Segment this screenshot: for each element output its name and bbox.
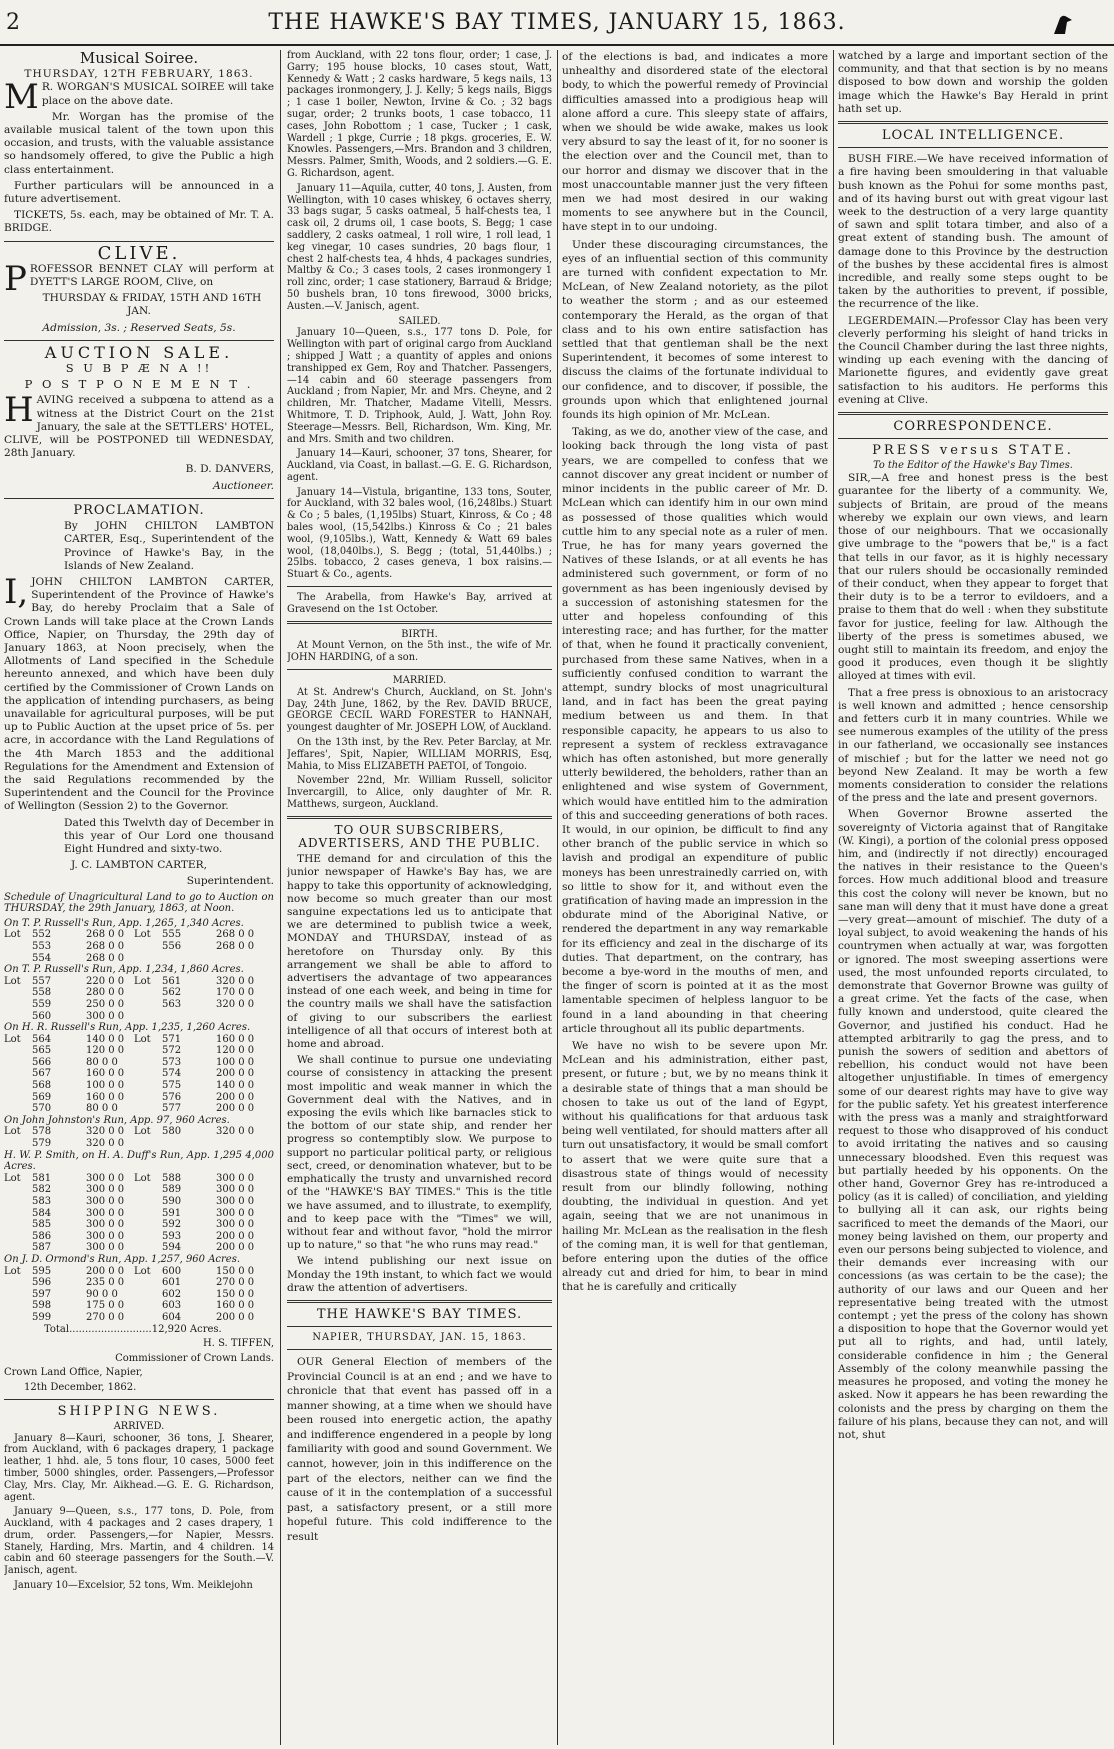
schedule-cell	[4, 1289, 32, 1301]
schedule-row	[4, 1208, 274, 1220]
soiree-heading: Musical Soiree.	[79, 50, 199, 67]
subpoena-heading: S U B P Æ N A !!	[65, 361, 213, 376]
schedule-cell	[4, 1068, 32, 1080]
schedule-row	[4, 1138, 274, 1150]
schedule-cell: 100 0 0	[216, 1056, 255, 1068]
proclamation-by: By JOHN CHILTON LAMBTON CARTER, Esq., Superintendent of the Province of Hawke's Bay, in the Islands of New Zealand.	[64, 520, 274, 572]
schedule-row	[4, 1103, 274, 1115]
marriage-notice: On the 13th inst, by the Rev. Peter Barclay, at Mr. Jeffares', Spit, Napier, WILLIAM MORRIS, Esq, Mahia, to Miss ELIZABETH PAETOI, of Tongoio.	[287, 737, 552, 772]
married-heading: MARRIED.	[392, 675, 447, 687]
schedule-cell: 140 0 0	[86, 1033, 125, 1045]
schedule-cell: 200 0 0	[216, 1068, 255, 1080]
schedule-cell: 592	[162, 1219, 182, 1231]
schedule-cell: 603	[162, 1300, 182, 1312]
schedule-cell: 170 0 0	[216, 987, 255, 999]
schedule-cell: 565	[32, 1045, 52, 1057]
schedule-cell: 268 0 0	[216, 929, 255, 941]
schedule-cell	[134, 1277, 162, 1289]
schedule-cell: 569	[32, 1091, 52, 1103]
schedule-cell: Lot	[4, 975, 21, 987]
schedule-cell: 270 0 0	[216, 1277, 255, 1289]
schedule-cell: 578	[32, 1126, 52, 1138]
drop-cap-m: M	[4, 77, 39, 118]
schedule-row	[4, 1126, 274, 1138]
schedule-cell: 300 0 0	[216, 1184, 255, 1196]
schedule-cell	[134, 1103, 162, 1115]
schedule-cell	[4, 1045, 32, 1057]
editorial-text: watched by a large and important section of the community, and that that section is by no means disposed to bow down and worship the golden image which the Hawke's Bay Herald in print hath set up.	[838, 50, 1108, 115]
schedule-cell: Lot	[134, 1126, 151, 1138]
schedule-row	[4, 1231, 274, 1243]
schedule-cell	[4, 1011, 32, 1023]
schedule-cell	[4, 1231, 32, 1243]
schedule-cell: 200 0 0	[216, 1103, 255, 1115]
schedule-cell: 582	[32, 1184, 52, 1196]
schedule-cell: 100 0 0	[86, 1080, 125, 1092]
schedule-cell: 320 0 0	[86, 1138, 125, 1150]
schedule-row	[4, 1277, 274, 1289]
schedule-cell: 559	[32, 998, 52, 1010]
schedule-cell: 320 0 0	[86, 1126, 125, 1138]
column-rule	[280, 50, 281, 1745]
editorial-text: We have no wish to be severe upon Mr. McLean and his administration, either past, present, or future ; but, we by no means think it a desirable state of things that a man should be chosen to take us out of the land of Egypt, without his qualifications for that arduous task being well ventilated, for should matters after all turn out unsatisfactory, it would be small comfort to assert that we were quite sure that a disastrous state of things would of necessity result from our blindly following, nothing doubting, the individual in question. And yet again, seeing that we are not unanimous in hailing Mr. McLean as the realisation in the flesh of the coming man, it is well for that gentleman, before entering upon the duties of the office already cut and dried for him, to bear in mind that he is carefully and critically	[562, 1040, 828, 1294]
schedule-cell: 579	[32, 1138, 52, 1150]
schedule-cell: Lot	[134, 1172, 151, 1184]
schedule-cell: 320 0 0	[216, 1126, 255, 1138]
schedule-cell: 558	[32, 987, 52, 999]
schedule-row	[4, 999, 274, 1011]
schedule-cell	[134, 1138, 162, 1150]
schedule-cell: 200 0 0	[216, 1230, 255, 1242]
schedule-cell	[4, 941, 32, 953]
schedule-cell	[134, 1219, 162, 1231]
subscribers-heading: TO OUR SUBSCRIBERS, ADVERTISERS, AND THE PUBLIC.	[298, 822, 541, 851]
editorial-text: of the elections is bad, and indicates a more unhealthy and disordered state of the electoral body, to which the powerful remedy of Provincial difficulties amassed into a prodigious heap will alone afford a cure. This sleepy state of affairs, when we should be wide awake, makes us look very absurd to say the least of it, for no sooner is the election over and the Council met, than to our horror and dismay we discover that in the most unaccountable manner just the very fifteen men we had most desired in our waking moments to see anywhere but in the Council, have stept in to our undoing.	[562, 51, 828, 234]
schedule-cell: 160 0 0	[86, 1068, 125, 1080]
birth-notice: At Mount Vernon, on the 5th inst., the wife of Mr. JOHN HARDING, of a son.	[287, 640, 552, 664]
schedule-cell: 80 0 0	[86, 1056, 118, 1068]
schedule-row	[4, 1184, 274, 1196]
shipping-entry: January 8—Kauri, schooner, 36 tons, J. Shearer, from Auckland, with 6 packages drapery, 1 package leather, 1 hhd. ale, 5 tons flour, 10 cases, 5000 feet timber, 5000 shingles, order. Passengers,—Professor Clay, Mrs. Clay, Mr. Aikhead.—G. E. G. Richardson, agent.	[4, 1432, 274, 1503]
schedule-cell	[134, 1092, 162, 1104]
schedule-row	[4, 1242, 274, 1254]
schedule-row	[4, 1068, 274, 1080]
subscribers-text: THE demand for and circulation of this the junior newspaper of Hawke's Bay has, we are happy to take this opportunity of acknowledging, now become so much greater than our most sanguine expectations led us to anticipate that we are determined to publish twice a week, MONDAY and THURSDAY, instead of as heretofore on Thursday only. By this arrangement we shall be able to afford to advertisers the advantage of two appearances instead of one each week, and being in time for the country mails we shall have the satisfaction of giving to our subscribers the earliest intelligence of all that occurs of interest both at home and abroad.	[287, 853, 552, 1051]
schedule-cell: 320 0 0	[216, 998, 255, 1010]
schedule-cell: 270 0 0	[86, 1311, 125, 1323]
schedule-cell: 567	[32, 1068, 52, 1080]
schedule-cell: 566	[32, 1056, 52, 1068]
schedule-cell: 589	[162, 1184, 182, 1196]
land-schedule-table	[4, 918, 274, 1324]
schedule-cell: 574	[162, 1068, 182, 1080]
schedule-row	[4, 1219, 274, 1231]
clive-admission: Admission, 3s. ; Reserved Seats, 5s.	[42, 321, 236, 334]
schedule-cell: 595	[32, 1265, 52, 1277]
schedule-cell: 150 0 0	[216, 1265, 255, 1277]
soiree-date: THURSDAY, 12TH FEBRUARY, 1863.	[24, 68, 254, 81]
editorial-text: Under these discouraging circumstances, the eyes of an influential section of this community are turned with confident expectation to Mr. McLean, of New Zealand notoriety, as the pilot to weather the storm ; and as our esteemed contemporary the Herald, as the organ of that class and to his own entire satisfaction has settled that that gentleman shall be the next Superintendent, it becomes of some interest to discuss the claims of the fortunate individual to our confidence, and to discover, if possible, the grounds upon which that enlightened journal founds its high opinion of Mr. McLean.	[562, 238, 828, 422]
schedule-cell: 588	[162, 1172, 182, 1184]
schedule-cell: 140 0 0	[216, 1080, 255, 1092]
schedule-cell	[134, 1312, 162, 1324]
schedule-cell	[4, 1184, 32, 1196]
editorial-text: OUR General Election of members of the Provincial Council is at an end ; and we have to chronicle that that event has passed off in a manner showing, at a time when we should have been roused into energetic action, the apathy and indifference engendered in a people by long familiarity with good and sound Government. We cannot, however, join in this indifference on the part of the electors, neither can we find the cause of it in the contemplation of a successful past, a satisfactory present, or a still more hopeful future. This cold indifference to the result	[287, 1355, 552, 1544]
schedule-cell: 300 0 0	[216, 1207, 255, 1219]
schedule-cell: 581	[32, 1172, 52, 1184]
auction-signature: B. D. DANVERS,	[185, 463, 274, 476]
schedule-row	[4, 1011, 274, 1023]
schedule-row	[4, 1173, 274, 1185]
editorial-heading: THE HAWKE'S BAY TIMES.	[316, 1306, 523, 1322]
column-rule	[833, 50, 834, 1745]
sailed-heading: SAILED.	[398, 315, 441, 327]
proclamation-role: Superintendent.	[186, 875, 274, 888]
schedule-cell: 591	[162, 1207, 182, 1219]
schedule-cell: 572	[162, 1045, 182, 1057]
shipping-entry: January 14—Kauri, schooner, 37 tons, Shearer, for Auckland, via Coast, in ballast.—G. E. G. Richardson, agent.	[287, 448, 552, 483]
schedule-cell: 320 0 0	[216, 975, 255, 987]
schedule-cell: 594	[162, 1242, 182, 1254]
schedule-row	[4, 1080, 274, 1092]
column-rule	[557, 50, 558, 1745]
schedule-cell	[4, 1219, 32, 1231]
schedule-cell: 220 0 0	[86, 975, 125, 987]
proclamation-heading: PROCLAMATION.	[73, 502, 205, 518]
arrived-heading: ARRIVED.	[113, 1420, 165, 1432]
schedule-row	[4, 1289, 274, 1301]
schedule-cell	[134, 1196, 162, 1208]
schedule-cell: 561	[162, 975, 182, 987]
shipping-entry: January 14—Vistula, brigantine, 133 tons, Souter, for Auckland, with 32 bales wool, (16,248lbs.) Stuart & Co ; 5 bales, (1,195lbs) Stuart, Kinross, & Co ; 48 bales wool, (15,542lbs.) Kinross & Co ; 21 bales wool, (9,105lbs.), Watt, Kennedy & Watt 69 bales wool, (18,040lbs.), S. Begg ; (total, 51,440lbs.) ; 25lbs. tobacco, 2 cases geneva, 1 box raisins.—Stuart & Co., agents.	[287, 486, 552, 581]
schedule-cell: 552	[32, 929, 52, 941]
shipping-heading: SHIPPING NEWS.	[57, 1403, 221, 1419]
schedule-cell: 120 0 0	[86, 1045, 125, 1057]
schedule-cell	[134, 1289, 162, 1301]
shipping-entry: January 10—Queen, s.s., 177 tons D. Pole, for Wellington with part of original cargo from Auckland ; shipped J Watt ; a quantity of apples and onions transhipped ex Gem, Roy and Thatcher. Passengers,—14 cabin and 60 steerage passengers from Auckland ; from Napier, Mr. and Mrs. Cheyne, and 2 children, Mr. Thatcher, Madame Vitelli, Messrs. Whitmore, T. D. Triphook, Auld, J. Watt, John Roy. Steerage—Messrs. Bell, Richardson, Wm. King, Mr. and Mrs. Smith and two children.	[287, 327, 552, 445]
subscribers-text: We shall continue to pursue one undeviating course of consistency in attacking the present most impolitic and weak manner in which the Government deal with the Natives, and in exposing the evils which like barnacles stick to the bottom of our state ship, and render her progress so contemptibly slow. We purpose to support no particular political party, or religious sect, creed, or denomination whatever, but to be emphatically the trusty and unvarnished record of the "HAWKE'S BAY TIMES." This is the title we have assumed, and to illustrate, to exemplify, and to keep pace with the "Times" we will, without fear and without favor, "hold the mirror up to nature," so that "he who runs may read."	[287, 1054, 552, 1252]
schedule-cell: 300 0 0	[86, 1230, 125, 1242]
drop-cap-h: H	[4, 390, 34, 431]
schedule-cell	[134, 1300, 162, 1312]
schedule-cell: 160 0 0	[86, 1091, 125, 1103]
schedule-cell: 300 0 0	[216, 1196, 255, 1208]
schedule-cell: 175 0 0	[86, 1300, 125, 1312]
schedule-cell: 602	[162, 1288, 182, 1300]
schedule-cell	[134, 1068, 162, 1080]
schedule-cell	[4, 1242, 32, 1254]
schedule-cell: 280 0 0	[86, 987, 125, 999]
schedule-total: Total..........................12,920 Acres.	[44, 1323, 222, 1335]
local-news-text: LEGERDEMAIN.—Professor Clay has been very cleverly performing his sleight of hand tricks in the Council Chamber during the last three nights, winding up each evening with the dancing of Marionette figures, and evidently gave great satisfaction to his auditors. He performs this evening at Clive.	[838, 314, 1108, 406]
schedule-row	[4, 1057, 274, 1069]
schedule-cell: 598	[32, 1300, 52, 1312]
bird-emblem-icon	[1050, 14, 1074, 36]
schedule-cell	[134, 1242, 162, 1254]
schedule-cell	[134, 1057, 162, 1069]
birth-heading: BIRTH.	[401, 628, 438, 640]
schedule-group-heading: On John Johnston's Run, App. 97, 960 Acres.	[4, 1114, 230, 1126]
schedule-cell	[162, 953, 216, 965]
schedule-cell	[162, 1138, 216, 1150]
schedule-cell: 150 0 0	[216, 1288, 255, 1300]
schedule-cell: 268 0 0	[86, 940, 125, 952]
schedule-cell: 597	[32, 1288, 52, 1300]
schedule-cell	[134, 1045, 162, 1057]
schedule-cell: 573	[162, 1056, 182, 1068]
letter-text: That a free press is obnoxious to an aristocracy is well known and admitted ; hence censorship and fetters curb it in many countries. While we see numerous examples of the utility of the press in our fatherland, we occasionally see instances of mischief ; but for the latter we need not go beyond New Zealand. It may be worth a few moments consideration to consider the relations of the press and the late and present governors.	[838, 686, 1108, 805]
schedule-row	[4, 1045, 274, 1057]
schedule-cell: 300 0 0	[86, 1010, 125, 1022]
schedule-cell: 160 0 0	[216, 1033, 255, 1045]
schedule-row	[4, 976, 274, 988]
schedule-cell: 300 0 0	[86, 1219, 125, 1231]
shipping-entry: from Auckland, with 22 tons flour, order; 1 case, J. Garry; 195 house blocks, 10 cases stout, Watt, Kennedy & Watt ; 2 casks hardware, 5 kegs nails, 13 packages ironmongery, J. J. Kelly; 5 kegs nails, Biggs ; 1 case 1 boiler, Newton, Irvine & Co. ; 32 bags sugar, order; 2 trunks boots, 1 case tobacco, 11 cases, John Robottom ; 1 case, Tucker ; 1 cask, Wardell ; 1 pkge, Currie ; 18 pkgs. groceries, E. W. Knowles. Passengers,—Mrs. Brandon and 3 children, Messrs. Palmer, Smith, Woods, and 2 soldiers.—G. E. G. Richardson, agent.	[287, 50, 552, 179]
masthead	[0, 0, 1114, 46]
schedule-cell: 200 0 0	[216, 1242, 255, 1254]
schedule-cell	[4, 1196, 32, 1208]
schedule-cell: 577	[162, 1103, 182, 1115]
clive-heading: CLIVE.	[97, 242, 181, 264]
schedule-cell	[162, 1011, 216, 1023]
schedule-cell: 604	[162, 1311, 182, 1323]
schedule-cell: 160 0 0	[216, 1300, 255, 1312]
schedule-cell: 300 0 0	[86, 1196, 125, 1208]
letter-text: When Governor Browne asserted the sovereignty of Victoria against that of Rangitake (W. Kingi), a portion of the colonial press opposed him, and (indirectly if not directly) encouraged the natives in their resistance to the Queen's forces. How much additional blood and treasure this cost the colony will never be known, but no sane man will deny that it must have done a great—very great—amount of mischief. The duty of a loyal subject, to avoid weakening the hands of his countrymen when actually at war, was forgotten or ignored. The most sweeping assertions were used, the most unfounded reports circulated, to demonstrate that Governor Browne was guilty of a great crime. Yet the facts of the case, when fully known and understood, quite cleared the Governor, and justified his conduct. Had he attempted arbitrarily to gag the press, and to punish the sowers of sedition and abettors of rebellion, his conduct would not have been altogether unjustifiable. In times of emergency some of our dearest rights may have to give way for the public safety. Yet his greatest interference with the press was a manly and straightforward request to those who disapproved of his conduct to avoid irritating the natives and so causing unnecessary bloodshed. Even this request was but partially heeded by his opponents. On the other hand, Governor Grey has re-introduced a policy (as it is called) of conciliation, and yielding to bullying all it can ask, our rights being sacrificed to meet the demands of the Maori, our money being lavished on them, our property and even our persons being subjected to violence, and their demands ever increasing with our concessions (as was certain to be the case); the authority of our laws and our Queen and her representative being treated with the utmost contempt ; yet the press of the colony has shown a disposition to hope that the Governor would yet put all to rights, and had, until lately, considerable confidence in him ; the General Assembly of the colony meanwhile passing the measures he proposed, and voting the money he asked. Now it appears he has been rewarding the colonists and the press by charging on them the failure of his plans, because they can not, and will not, shut	[838, 808, 1108, 1441]
soiree-text: TICKETS, 5s. each, may be obtained of Mr. T. A. BRIDGE.	[4, 209, 274, 235]
schedule-cell: 554	[32, 952, 52, 964]
schedule-cell: 580	[162, 1126, 182, 1138]
clive-text: ROFESSOR BENNET CLAY will perform at DYETT'S LARGE ROOM, Clive, on	[29, 262, 274, 289]
schedule-row	[4, 1312, 274, 1324]
schedule-cell: 564	[32, 1033, 52, 1045]
schedule-cell: 560	[32, 1010, 52, 1022]
schedule-cell: Lot	[134, 1265, 151, 1277]
drop-cap-p: P	[4, 258, 27, 299]
schedule-row	[4, 1092, 274, 1104]
editor-salutation: To the Editor of the Hawke's Bay Times.	[873, 460, 1073, 472]
proclamation-dated: Dated this Twelvth day of December in this year of Our Lord one thousand Eight Hundred and sixty-two.	[64, 816, 274, 855]
schedule-cell: 585	[32, 1219, 52, 1231]
schedule-cell: Lot	[4, 1172, 21, 1184]
column-3	[562, 50, 828, 1745]
schedule-cell: 553	[32, 940, 52, 952]
schedule-cell	[134, 1208, 162, 1220]
schedule-row	[4, 987, 274, 999]
schedule-cell: 587	[32, 1242, 52, 1254]
schedule-title: Schedule of Unagricultural Land to go to Auction on THURSDAY, the 29th January, 1863, at Noon.	[4, 891, 274, 915]
letter-text: SIR,—A free and honest press is the best guarantee for the liberty of a community. We, subjects of Britain, are proud of the means whereby we explain our own views, and learn those of our neighbours. That we occasionally give umbrage to the "powers that be," is a fact that tells in our favor, as it is highly necessary that our rulers should be occasionally reminded of their conduct, when they appear to forget that their duty is to be a terror to evildoers, and a praise to them that do well : when they substitute favor for justice, feeling for law. Although the liberty of the press is sometimes abused, we ought still to maintain its freedom, and enjoy the good it produces, even though it be slightly alloyed at times with evil.	[838, 472, 1108, 683]
schedule-cell	[4, 1300, 32, 1312]
auction-heading: AUCTION SALE.	[44, 342, 234, 362]
schedule-cell: 556	[162, 940, 182, 952]
schedule-cell: 583	[32, 1196, 52, 1208]
schedule-group-heading: H. W. P. Smith, on H. A. Duff's Run, App. 1,295 4,000 Acres.	[4, 1149, 274, 1173]
soiree-text: R. WORGAN'S MUSICAL SOIREE will take place on the above date.	[41, 81, 274, 107]
schedule-cell	[4, 1092, 32, 1104]
schedule-cell: 300 0 0	[216, 1219, 255, 1231]
schedule-group-heading: On T. P. Russell's Run, App. 1,234, 1,860 Acres.	[4, 964, 244, 976]
postponement-heading: P O S T P O N E M E N T .	[24, 377, 254, 392]
schedule-cell: 590	[162, 1196, 182, 1208]
schedule-cell	[216, 1138, 272, 1150]
schedule-row	[4, 941, 274, 953]
schedule-cell	[4, 1103, 32, 1115]
schedule-cell: Lot	[4, 1265, 21, 1277]
proclamation-signature: J. C. LAMBTON CARTER,	[70, 859, 208, 872]
schedule-cell	[134, 1080, 162, 1092]
drop-cap-i: I,	[4, 571, 29, 612]
schedule-cell: 575	[162, 1080, 182, 1092]
schedule-cell: 268 0 0	[86, 952, 125, 964]
schedule-signature: H. S. TIFFEN,	[202, 1338, 274, 1350]
subscribers-text: We intend publishing our next issue on Monday the 19th instant, to which fact we would draw the attention of advertisers.	[287, 1255, 552, 1294]
schedule-office: Crown Land Office, Napier,	[4, 1367, 143, 1379]
schedule-cell: 568	[32, 1080, 52, 1092]
schedule-row	[4, 1196, 274, 1208]
auction-text: AVING received a subpœna to attend as a witness at the District Court on the 21st January, the sale at the SETTLERS' HOTEL, CLIVE, will be POSTPONED till WEDNESDAY, 28th January.	[4, 394, 274, 460]
soiree-text: Mr. Worgan has the promise of the available musical talent of the town upon this occasion, and trusts, with the valuable assistance so handsomely offered, to give the Public a high class entertainment.	[4, 110, 274, 176]
schedule-cell: 235 0 0	[86, 1277, 125, 1289]
schedule-cell: 200 0 0	[216, 1091, 255, 1103]
schedule-cell: 584	[32, 1207, 52, 1219]
schedule-cell: 600	[162, 1265, 182, 1277]
schedule-cell: 557	[32, 975, 52, 987]
schedule-cell: 576	[162, 1091, 182, 1103]
schedule-cell: 90 0 0	[86, 1288, 118, 1300]
schedule-role: Commissioner of Crown Lands.	[115, 1352, 274, 1364]
schedule-cell	[134, 987, 162, 999]
schedule-cell: 563	[162, 998, 182, 1010]
schedule-cell: Lot	[4, 1126, 21, 1138]
correspondence-heading: CORRESPONDENCE.	[893, 419, 1053, 435]
schedule-cell: 200 0 0	[86, 1265, 125, 1277]
schedule-cell: 555	[162, 929, 182, 941]
auction-role: Auctioneer.	[212, 479, 274, 492]
column-1	[4, 50, 274, 1745]
schedule-cell: 268 0 0	[86, 929, 125, 941]
schedule-group-heading: On T. P. Russell's Run, App. 1,265, 1,340 Acres.	[4, 917, 244, 929]
schedule-cell: Lot	[4, 1033, 21, 1045]
schedule-cell: 599	[32, 1311, 52, 1323]
schedule-cell: Lot	[134, 929, 151, 941]
schedule-cell: 593	[162, 1230, 182, 1242]
local-news-text: BUSH FIRE.—We have received information of a fire having been smouldering in that valuable bush known as the Pohui for some months past, and of its having burst out with great vigour last week to the destruction of a very large quantity of sawn and split totara timber, and also of a great extent of standing bush. The amount of damage done to this Province by the destruction of the bushes by these accidental fires is almost incredible, and really some steps ought to be taken by the authorities to prevent, if possible, the recurrence of the like.	[838, 153, 1108, 311]
schedule-cell	[134, 1011, 162, 1023]
schedule-cell: Lot	[134, 975, 151, 987]
schedule-cell: 562	[162, 987, 182, 999]
marriage-notice: At St. Andrew's Church, Auckland, on St. John's Day, 24th June, 1862, by the Rev. DAVID BRUCE, GEORGE CECIL WARD FORESTER to HANNAH, youngest daughter of Mr. JOSEPH LOW, of Auckland.	[287, 686, 552, 734]
schedule-cell	[4, 999, 32, 1011]
schedule-group-heading: On H. R. Russell's Run, App. 1,235, 1,260 Acres.	[4, 1022, 251, 1034]
schedule-cell: 80 0 0	[86, 1103, 118, 1115]
schedule-cell: Lot	[134, 1033, 151, 1045]
schedule-cell: 200 0 0	[216, 1311, 255, 1323]
schedule-cell	[216, 953, 272, 965]
schedule-cell: Lot	[4, 929, 21, 941]
schedule-cell	[4, 1138, 32, 1150]
editorial-text: Taking, as we do, another view of the case, and looking back through the long vista of past years, we are compelled to confess that we cannot discover any great incident or number of minor incidents in the public career of Mr. D. McLean which can identify him in our own mind as possessed of those qualities which would cuttle him to any special note as a ruler of men. True, he has for many years governed the Natives of these Islands, or at all events he has administered such government, or form of no government as has been ingeniously devised by a succession of astonishing statesmen for the utter and hopeless confounding of this interesting race; and has further, for the matter of that, when he found it practically convenient, purchased from these same Natives, when in a sufficiently confused condition to warrant the attempt, sundry blocks of most unagricultural land, and in fact has been the great paying medium between us and them. In that responsible capacity, he appears to us also to represent a system of reckless extravagance which has often astonished, but more generally utterly bewildered, the beholders, rather than an enlightened and wise system of Government, which would have entitled him to the admiration of this and succeeding generations of both races. It would, in our opinion, be difficult to find any other branch of the public service in which so lavish and prodigal an expenditure of public moneys has been unrestrainedly carried on, with so little to show for it, and without even the gratification of having made an impression in the obdurate mind of the Aboriginal Native, or rendered the department in any way remarkable for its efficiency and zeal in the discharge of its duties. That department, on the contrary, has become a bye-word in the mouths of men, and the finger of scorn is pointed at it as the most lamentable specimen of helpless languor to be found in a land abounding in that cheering article throughout all its public departments.	[562, 426, 828, 1035]
column-4	[838, 50, 1108, 1745]
schedule-row	[4, 1266, 274, 1278]
schedule-cell: 268 0 0	[216, 940, 255, 952]
schedule-cell	[4, 1312, 32, 1324]
shipping-entry: January 9—Queen, s.s., 177 tons, D. Pole, from Auckland, with 4 packages and 2 cases drapery, 1 drum, order. Passengers,—for Napier, Messrs. Stanely, Harding, Mrs. Martin, and 4 children. 14 cabin and 60 steerage passengers for the South.—V. Janisch, agent.	[4, 1506, 274, 1577]
newspaper-title: THE HAWKE'S BAY TIMES, JANUARY 15, 1863.	[268, 10, 846, 35]
schedule-cell: 586	[32, 1230, 52, 1242]
schedule-cell: 300 0 0	[86, 1242, 125, 1254]
local-intelligence-heading: LOCAL INTELLIGENCE.	[881, 128, 1065, 144]
schedule-cell: 300 0 0	[86, 1172, 125, 1184]
schedule-row	[4, 1300, 274, 1312]
page-number: 2	[6, 10, 20, 35]
schedule-cell: 601	[162, 1277, 182, 1289]
schedule-cell	[216, 1011, 272, 1023]
column-2	[287, 50, 552, 1745]
soiree-text: Further particulars will be announced in a future advertisement.	[4, 179, 274, 206]
schedule-row	[4, 953, 274, 965]
schedule-cell	[134, 941, 162, 953]
schedule-cell	[134, 1231, 162, 1243]
schedule-date: 12th December, 1862.	[24, 1381, 137, 1393]
schedule-cell: 300 0 0	[86, 1207, 125, 1219]
schedule-cell: 596	[32, 1277, 52, 1289]
schedule-cell	[4, 1277, 32, 1289]
schedule-cell: 120 0 0	[216, 1045, 255, 1057]
schedule-cell	[4, 953, 32, 965]
schedule-row	[4, 1034, 274, 1046]
schedule-cell	[4, 1057, 32, 1069]
shipping-entry: January 11—Aquila, cutter, 40 tons, J. Austen, from Wellington, with 10 cases whiskey, 6 octaves sherry, 33 bags sugar, 5 casks oatmeal, 5 half-chests tea, 1 cask oil, 2 drums oil, 1 case boots, S. Begg; 1 case saddlery, 2 casks oatmeal, 1 roll wire, 1 roll lead, 1 keg vinegar, 10 cases sundries, 20 bags flour, 1 chest 2 half-chests tea, 4 hhds, 4 packages sundries, Maltby & Co.; 3 cases tools, 2 cases ironmongery 1 roll zinc, order; 1 case stationery, Barraud & Bridge; 50 bushels bran, 10 tons firewood, 3000 bricks, Austen.—V. Janisch, agent.	[287, 182, 552, 312]
marriage-notice: November 22nd, Mr. William Russell, solicitor Invercargill, to Alice, only daughter of Mr. R. Matthews, surgeon, Auckland.	[287, 775, 552, 811]
shipping-entry: January 10—Excelsior, 52 tons, Wm. Meiklejohn	[14, 1580, 253, 1592]
proclamation-text: JOHN CHILTON LAMBTON CARTER, Superintendent of the Province of Hawke's Bay, do hereby Proclaim that a Sale of Crown Lands will take place at the Crown Lands Office, Napier, on Thursday, the 29th day of January 1863, at Noon precisely, when the Allotments of Land specified in the Schedule hereunto annexed, and which have been duly certified by the Commissioner of Crown Lands on the application of intending purchasers, as being unavailable for agricultural purposes, will be put up to Public Auction at the upset price of 5s. per acre, in accordance with the Land Regulations of the 4th March 1853 and the additional Regulations for the Amendment and Extension of the said Regulations recommended by the Superintendent and the Council for the Province of Wellington (Session 2) to the Governor.	[4, 575, 274, 813]
schedule-cell: 300 0 0	[86, 1184, 125, 1196]
schedule-cell: 250 0 0	[86, 998, 125, 1010]
schedule-cell: 570	[32, 1103, 52, 1115]
schedule-cell: 300 0 0	[216, 1172, 255, 1184]
schedule-cell	[4, 1080, 32, 1092]
schedule-cell	[134, 999, 162, 1011]
arabella-notice: The Arabella, from Hawke's Bay, arrived at Gravesend on the 1st October.	[287, 592, 552, 615]
schedule-group-heading: On J. D. Ormond's Run, App. 1,257, 960 Acres.	[4, 1253, 241, 1265]
schedule-row	[4, 929, 274, 941]
schedule-cell	[4, 1208, 32, 1220]
schedule-cell	[134, 953, 162, 965]
editorial-dateline: NAPIER, THURSDAY, JAN. 15, 1863.	[312, 1332, 527, 1344]
press-versus-state-heading: PRESS versus STATE.	[872, 443, 1074, 459]
schedule-cell: 571	[162, 1033, 182, 1045]
schedule-cell	[134, 1184, 162, 1196]
clive-dates: THURSDAY & FRIDAY, 15TH AND 16TH JAN.	[42, 292, 262, 318]
schedule-cell	[4, 987, 32, 999]
